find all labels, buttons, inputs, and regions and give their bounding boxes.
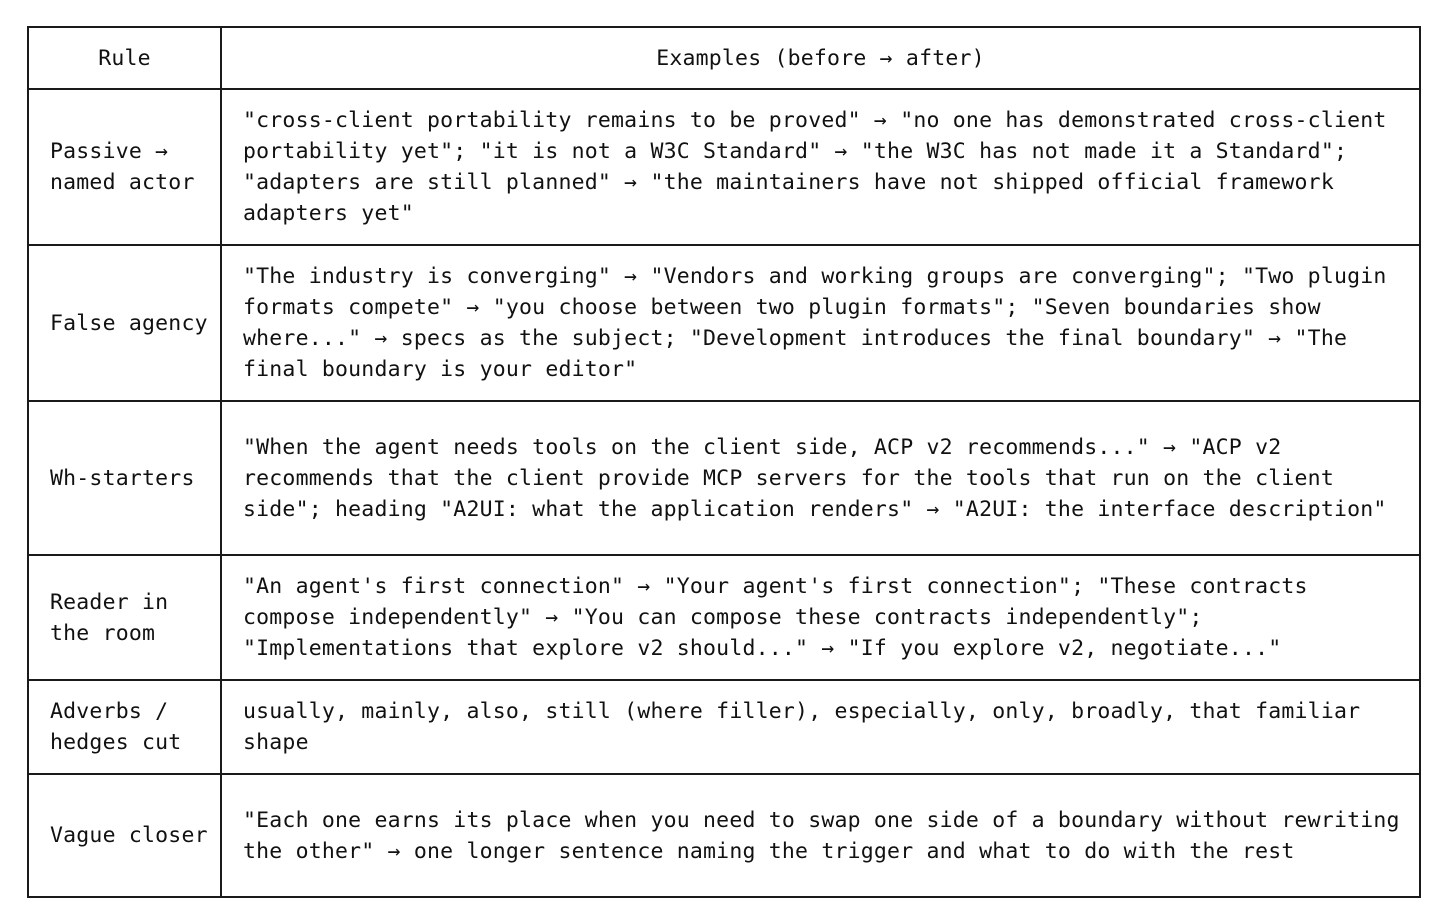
table-row [28, 245, 1420, 401]
rule-cell [28, 89, 221, 245]
examples-cell [221, 401, 1420, 555]
rule-cell [28, 401, 221, 555]
rule-cell [28, 555, 221, 680]
table-row [28, 774, 1420, 897]
examples-cell [221, 680, 1420, 774]
examples-cell [221, 774, 1420, 897]
examples-cell [221, 89, 1420, 245]
rules-table [27, 26, 1421, 898]
rule-name: False agency [50, 310, 208, 336]
examples-text: "An agent's first connection" → "Your agent's first connection"; "These contracts compose independently" → "You can compose these contracts independently"; "Implementations that explore v2 should..." → "If you explore v2, negotiate..." [243, 574, 1308, 661]
examples-text: "When the agent needs tools on the client side, ACP v2 recommends..." → "ACP v2 recommends that the client provide MCP servers for the tools that run on the client side"; heading "A2UI: what the application renders" → "A2UI: the interface description" [243, 434, 1387, 522]
table-header [28, 27, 1420, 89]
rule-name: Passive → named actor [50, 139, 195, 195]
rule-cell [28, 680, 221, 774]
header-row [28, 27, 1420, 89]
table-row [28, 89, 1420, 245]
table-body [28, 89, 1420, 897]
examples-cell [221, 555, 1420, 680]
rule-name: Wh-starters [50, 465, 195, 491]
rule-name: Reader in the room [50, 589, 169, 646]
rule-cell [28, 245, 221, 401]
examples-cell [221, 245, 1420, 401]
rule-name: Vague closer [50, 823, 208, 848]
rule-name: Adverbs / hedges cut [50, 699, 182, 755]
examples-column-header: Examples (before → after) [221, 27, 1420, 89]
rule-cell [28, 774, 221, 897]
examples-text: "Each one earns its place when you need to swap one side of a boundary without rewriting the other" → one longer sentence naming the trigger and what to do with the rest [243, 807, 1400, 864]
examples-text: usually, mainly, also, still (where filler), especially, only, broadly, that familiar shape [243, 699, 1361, 755]
examples-text: "cross-client portability remains to be proved" → "no one has demonstrated cross-client portability yet"; "it is not a W3C Standard" → "the W3C has not made it a Standard"; "adapters are still planned" → "the maintainers have not shipped official framework adapters yet" [243, 108, 1387, 226]
rule-column-header: Rule [28, 27, 221, 89]
table-row [28, 401, 1420, 555]
examples-text: "The industry is converging" → "Vendors and working groups are converging"; "Two plugin formats compete" → "you choose between two plugin formats"; "Seven boundaries show where..." → specs as the subject; "Development introduces the final boundary" → "The final boundary is your editor" [243, 264, 1387, 382]
table-row [28, 680, 1420, 774]
table-row [28, 555, 1420, 680]
